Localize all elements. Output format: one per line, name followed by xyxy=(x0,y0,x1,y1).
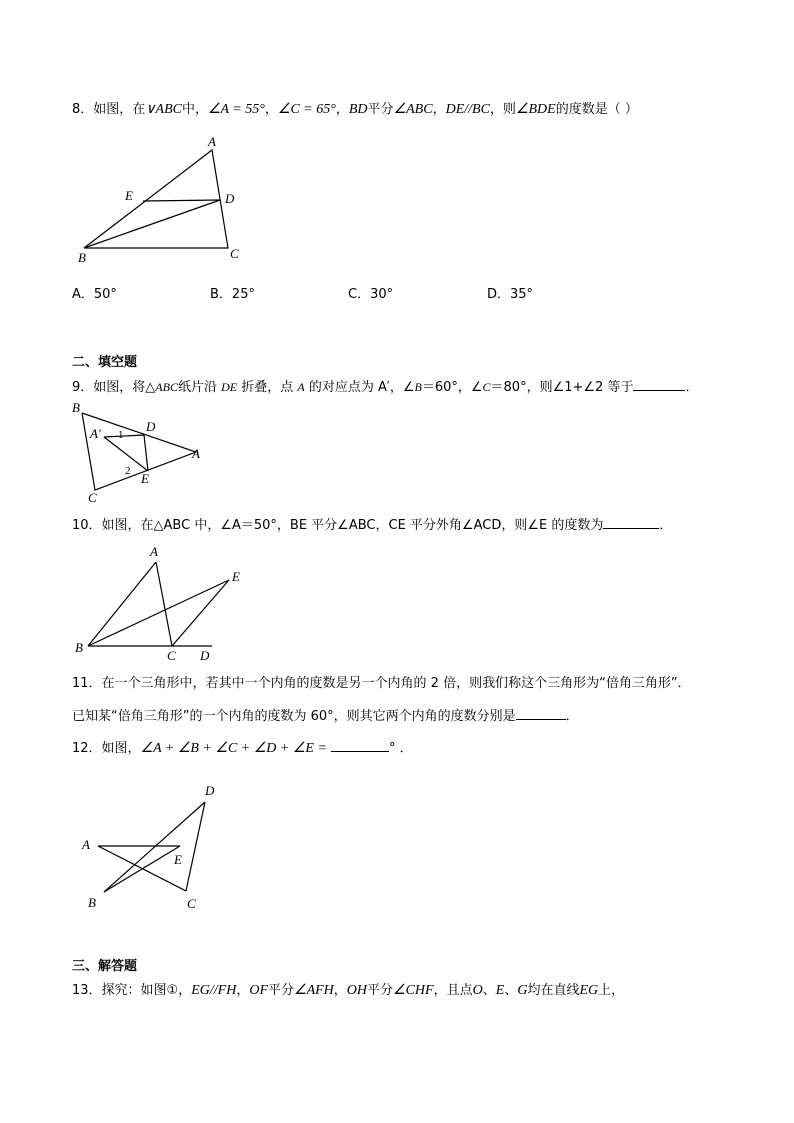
q9-stem: 9．如图，将△ABC纸片沿 DE 折叠，点 A 的对应点为 A′，∠B＝60°，∠C＝80°，则∠1+∠2 等于 ． xyxy=(72,377,698,397)
q12-answer-blank[interactable] xyxy=(331,738,389,752)
q9-label-e: E xyxy=(141,471,149,486)
q10-label-e: E xyxy=(232,569,240,584)
q8-bd: BD xyxy=(348,102,368,117)
q9-segment-apd xyxy=(104,435,144,437)
q10-label-c: C xyxy=(167,648,176,663)
q12-segment-bd xyxy=(104,802,205,892)
q10-answer-blank[interactable] xyxy=(603,515,659,529)
q12-segment-dc xyxy=(186,802,205,891)
q9-label-ap: A′ xyxy=(90,426,101,441)
q9-label-b: B xyxy=(72,400,80,415)
q13-stem: 13．探究：如图①，EG//FH，OF平分∠AFH，OH平分∠CHF，且点O、E、G均在直线EG上， xyxy=(72,983,625,998)
q8-number: 8．如图，在 xyxy=(72,102,146,117)
q10-label-d: D xyxy=(200,648,210,663)
q8-angle-c: ∠C = 65° xyxy=(277,102,336,117)
q11-stem-line2: 已知某“倍角三角形”的一个内角的度数为 60°，则其它两个内角的度数分别是 ． xyxy=(72,706,579,726)
q8-option-c[interactable]: C．30° xyxy=(348,287,394,302)
q9-answer-blank[interactable] xyxy=(633,377,685,391)
q9-label-c: C xyxy=(88,490,97,505)
q8-option-b[interactable]: B．25° xyxy=(210,287,255,302)
q10-segment-ba xyxy=(88,562,156,646)
q8-segment-bd xyxy=(84,200,220,248)
section-solve-title: 三、解答题 xyxy=(72,959,138,974)
q8-stem: 8．如图，在∨ABC中，∠A = 55°，∠C = 65°，BD平分∠ABC，DE//BC，则∠BDE的度数是（ ） xyxy=(72,102,638,117)
q8-label-c: C xyxy=(230,246,239,261)
q8-label-b: B xyxy=(78,250,86,265)
q10-segment-be xyxy=(88,580,229,646)
q8-segment-ed xyxy=(143,200,220,201)
q8-label-e: E xyxy=(125,188,133,203)
q8-angle-abc: ∠ABC xyxy=(393,102,433,117)
q11-answer-blank[interactable] xyxy=(516,706,566,720)
q8-triangle: ∨ABC xyxy=(145,102,182,117)
q10-stem: 10．如图，在△ABC 中，∠A＝50°，BE 平分∠ABC，CE 平分外角∠ACD，则∠E 的度数为 ． xyxy=(72,515,672,535)
q10-label-b: B xyxy=(75,640,83,655)
q9-label-one: 1 xyxy=(118,429,124,441)
q12-segment-ac xyxy=(98,846,186,891)
q10-label-a: A xyxy=(150,544,158,559)
q8-angle-bde: ∠BDE xyxy=(515,102,556,117)
q8-triangle-abc xyxy=(84,150,228,248)
q9-triangle-abc xyxy=(82,413,196,490)
q8-label-a: A xyxy=(208,134,216,149)
q8-option-d[interactable]: D．35° xyxy=(487,287,534,302)
q10-segment-ac xyxy=(156,562,172,646)
q12-segment-be xyxy=(104,846,180,892)
q12-label-e: E xyxy=(174,852,182,867)
q12-label-a: A xyxy=(82,837,90,852)
q8-option-a[interactable]: A．50° xyxy=(72,287,117,302)
q8-angle-a: ∠A = 55° xyxy=(208,102,265,117)
q9-label-d: D xyxy=(146,419,156,434)
q12-expression: ∠A + ∠B + ∠C + ∠D + ∠E = xyxy=(140,741,327,756)
q12-stem: 12．如图，∠A + ∠B + ∠C + ∠D + ∠E = ° ． xyxy=(72,738,413,758)
q10-segment-ce xyxy=(172,580,229,646)
q9-label-two: 2 xyxy=(125,465,131,477)
q12-label-d: D xyxy=(205,783,215,798)
q9-label-a: A xyxy=(192,446,200,461)
q8-parallel: DE//BC xyxy=(445,102,490,117)
q9-fold-de xyxy=(144,435,148,471)
q12-label-c: C xyxy=(187,896,196,911)
q11-stem-line1: 11．在一个三角形中，若其中一个内角的度数是另一个内角的 2 倍，则我们称这个三角形为“倍角三角形”． xyxy=(72,676,691,691)
q8-label-d: D xyxy=(225,191,235,206)
q12-label-b: B xyxy=(88,895,96,910)
section-fill-in-title: 二、填空题 xyxy=(72,355,138,370)
q9-segment-ape xyxy=(104,437,148,471)
